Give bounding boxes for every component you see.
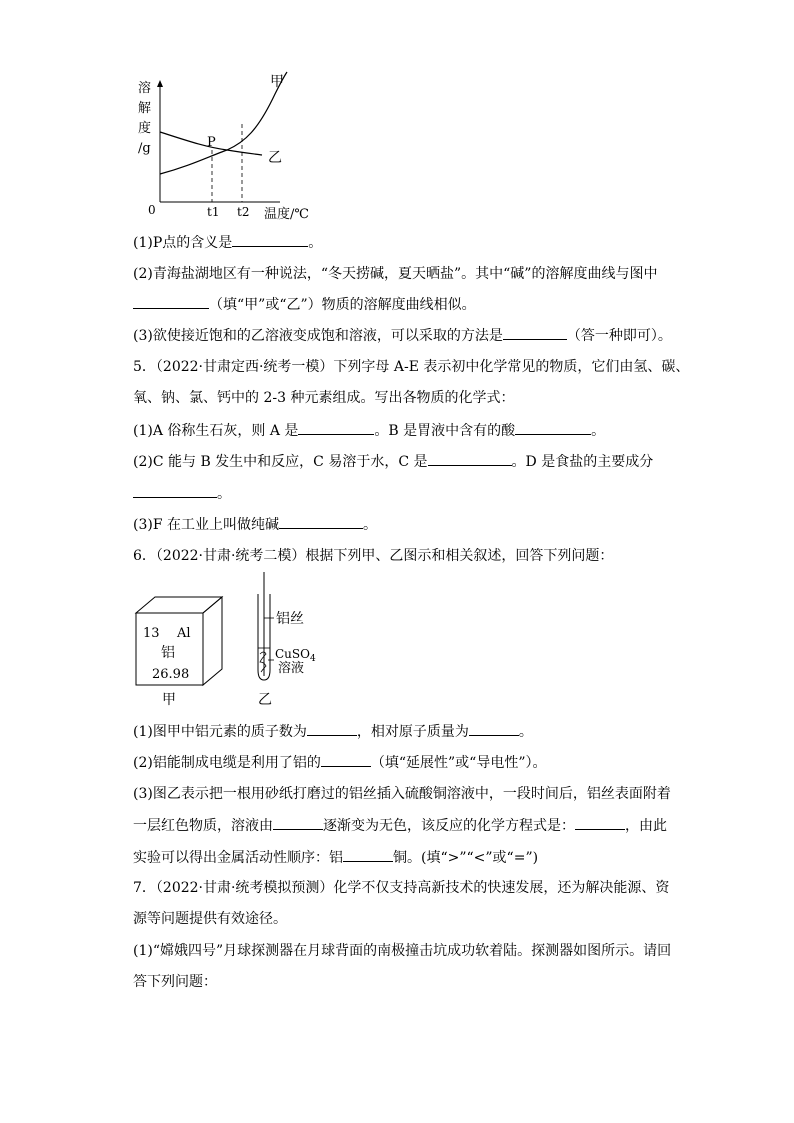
xlabel: 温度/℃ <box>264 207 309 222</box>
q4-blank-1[interactable] <box>232 232 308 247</box>
q7-intro-2: 源等问题提供有效途径。 <box>133 911 287 927</box>
origin-label: 0 <box>148 203 156 217</box>
q6-blank-5[interactable] <box>575 815 625 830</box>
q5-intro-1: 5．（2022·甘肃定西·统考一模）下列字母 A-E 表示初中化学常见的物质，它们由氢、碳、 <box>133 359 690 375</box>
solubility-chart-svg <box>130 70 330 225</box>
ylabel-3: 度 <box>138 121 152 136</box>
q6-blank-1[interactable] <box>307 721 357 736</box>
q7-part1: (1)“嫦娥四号”月球探测器在月球背面的南极撞击坑成功软着陆。探测器如图所示。请回 <box>133 943 672 959</box>
cube-side <box>203 597 222 685</box>
y-axis-arrow <box>157 80 163 87</box>
element-symbol: Al <box>177 626 191 641</box>
q7-part1-cont: 答下列问题： <box>133 974 217 990</box>
tick-t1: t1 <box>207 205 220 219</box>
q5-part2-cont: 。 <box>133 483 231 504</box>
q6-part3-cont: 一层红色物质，溶液由 逐渐变为无色，该反应的化学方程式是： ，由此 <box>133 815 667 836</box>
q5-blank-a[interactable] <box>298 420 374 435</box>
q6-part1: (1)图甲中铝元素的质子数为 ，相对原子质量为 。 <box>133 721 533 742</box>
q6-blank-2[interactable] <box>469 721 519 736</box>
solubility-chart <box>130 70 330 225</box>
q6-blank-6[interactable] <box>343 847 393 862</box>
point-p-label: P <box>207 135 216 150</box>
q5-part1: (1)A 俗称生石灰，则 A 是 。B 是胃液中含有的酸 。 <box>133 420 605 441</box>
q4-blank-2[interactable] <box>133 294 209 309</box>
test-tube-svg <box>250 570 360 710</box>
q5-blank-b[interactable] <box>515 420 591 435</box>
element-number: 13 <box>143 626 160 641</box>
ylabel-4: /g <box>138 141 151 156</box>
element-mass: 26.98 <box>152 667 190 682</box>
q6-part2: (2)铝能制成电缆是利用了铝的 （填“延展性”或“导电性”）。 <box>133 752 546 773</box>
tick-t2: t2 <box>237 205 250 219</box>
ylabel-2: 解 <box>138 101 152 116</box>
element-name: 铝 <box>161 645 175 661</box>
q7-intro-1: 7．（2022·甘肃·统考模拟预测）化学不仅支持高新技术的快速发展，还为解决能源、资 <box>133 880 670 896</box>
q5-blank-d[interactable] <box>133 483 217 498</box>
element-cube-figure <box>133 596 233 711</box>
solution-formula: CuSO$_4$ <box>275 647 316 664</box>
q6-blank-3[interactable] <box>321 752 371 767</box>
q6-intro: 6．（2022·甘肃·统考二模）根据下列甲、乙图示和相关叙述，回答下列问题： <box>133 548 614 564</box>
q5-blank-c[interactable] <box>428 451 512 466</box>
element-cube-svg <box>133 596 233 711</box>
q5-intro-2: 氧、钠、氯、钙中的 2-3 种元素组成。写出各物质的化学式： <box>133 390 515 406</box>
q4-blank-3[interactable] <box>503 325 567 340</box>
series-yi-label: 乙 <box>268 150 282 166</box>
solution-swirl <box>260 652 266 672</box>
q4-part2-cont: （填“甲”或“乙”）物质的溶解度曲线相似。 <box>133 294 476 315</box>
q6-part3: (3)图乙表示把一根用砂纸打磨过的铝丝插入硫酸铜溶液中，一段时间后，铝丝表面附着 <box>133 786 671 802</box>
fig-a-label: 甲 <box>162 692 176 708</box>
q6-part3-cont2: 实验可以得出金属活动性顺序：铝 铜。(填“>”“<”或“=”) <box>133 847 538 868</box>
q4-part2: (2)青海盐湖地区有一种说法，“冬天捞碱，夏天晒盐”。其中“碱”的溶解度曲线与图中 <box>133 266 658 282</box>
wire-label: 铝丝 <box>276 611 304 627</box>
q5-blank-f[interactable] <box>279 514 363 529</box>
q4-part3: (3)欲使接近饱和的乙溶液变成饱和溶液，可以采取的方法是 （答一种即可）。 <box>133 325 672 346</box>
fig-b-label: 乙 <box>258 692 272 708</box>
q5-part3: (3)F 在工业上叫做纯碱 。 <box>133 514 377 535</box>
cube-top <box>136 597 222 613</box>
test-tube-figure <box>250 570 360 710</box>
q5-part2: (2)C 能与 B 发生中和反应，C 易溶于水，C 是 。D 是食盐的主要成分 <box>133 451 653 472</box>
series-jia-label: 甲 <box>270 74 284 90</box>
q6-blank-4[interactable] <box>273 815 323 830</box>
q4-part1: (1)P点的含义是 。 <box>133 232 322 253</box>
ylabel-1: 溶 <box>138 81 152 96</box>
solution-word: 溶液 <box>278 661 305 676</box>
